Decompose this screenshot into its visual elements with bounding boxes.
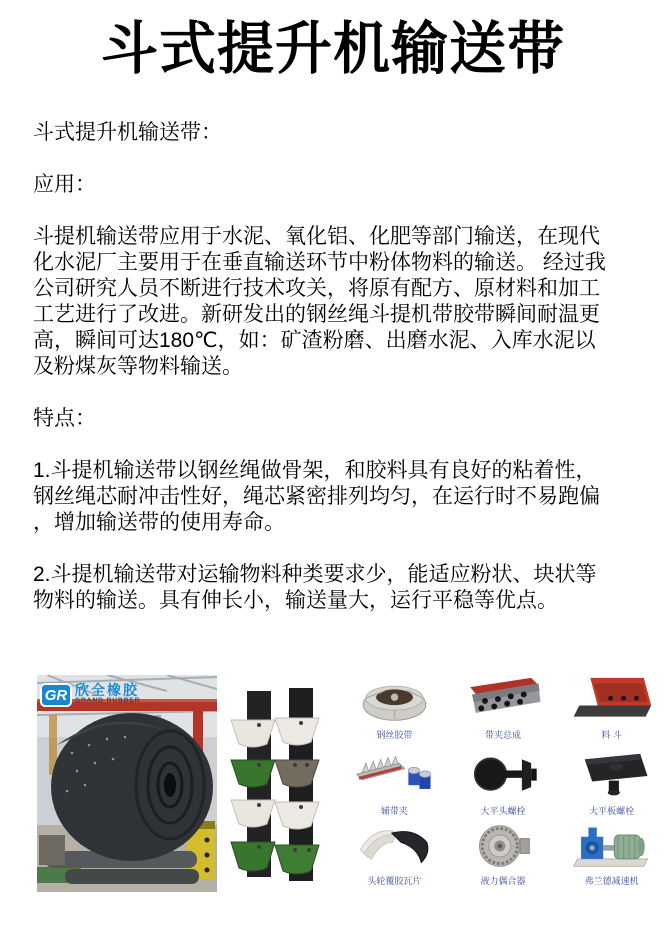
- auxiliary-belt-clamp-image: [353, 752, 436, 800]
- product-label: 辅带夹: [380, 806, 408, 816]
- image-collage: [0, 672, 666, 912]
- product-grid: [340, 676, 666, 902]
- product-label: 带夹总成: [484, 730, 521, 740]
- flat-plate-bolt-image: [570, 752, 653, 800]
- feature-1-paragraph: [33, 458, 639, 536]
- page-title: 斗式提升机输送带: [101, 17, 565, 81]
- head-pulley-rubber-tile-image: [353, 822, 436, 870]
- product-steel-cord-belt[interactable]: [340, 676, 449, 752]
- paragraph-line: 高，瞬间可达180℃，如：矿渣粉磨、出磨水泥、入库水泥以: [33, 329, 596, 352]
- brand-logo: [40, 683, 140, 707]
- paragraph-line: 化水泥厂主要用于在垂直输送环节中粉体物料的输送。 经过我: [33, 251, 606, 274]
- product-head-pulley-rubber-tile[interactable]: [340, 822, 449, 902]
- application-paragraph: [33, 224, 639, 380]
- brand-name-en: GRAND RUBBER: [75, 697, 141, 704]
- paragraph-line: 物料的输送。具有伸长小，输送量大，运行平稳等优点。: [33, 589, 558, 612]
- product-flat-head-bolt[interactable]: [449, 752, 558, 822]
- feature-2-paragraph: [33, 562, 639, 614]
- factory-belt-roll-photo: [37, 675, 217, 892]
- product-label: 弗兰德减速机: [584, 876, 639, 886]
- paragraph-line: 公司研究人员不断进行技术攻关，将原有配方、原材料和加工: [33, 277, 600, 300]
- product-label: 料 斗: [601, 730, 622, 740]
- product-label: 钢丝胶带: [376, 730, 413, 740]
- fluid-coupling-image: [461, 822, 544, 870]
- paragraph-line: 工艺进行了改进。新研发出的钢丝绳斗提机带胶带瞬间耐温更: [33, 303, 600, 326]
- paragraph-line: 2.斗提机输送带对运输物料种类要求少，能适应粉状、块状等: [33, 563, 597, 586]
- application-heading: 应用：: [33, 173, 96, 196]
- product-hopper[interactable]: [557, 676, 666, 752]
- elevator-buckets-photo: [225, 675, 335, 890]
- steel-cord-belt-image: [353, 676, 436, 724]
- gr-logo-icon: GR: [40, 683, 72, 707]
- paragraph-line: ，增加输送带的使用寿命。: [33, 511, 285, 534]
- paragraph-line: 及粉煤灰等物料输送。: [33, 355, 243, 378]
- subtitle: 斗式提升机输送带：: [33, 121, 222, 144]
- product-label: 头轮覆胶瓦片: [367, 876, 422, 886]
- flender-reducer-image: [570, 822, 653, 870]
- product-label: 大平头螺栓: [480, 806, 526, 816]
- product-flat-plate-bolt[interactable]: [557, 752, 666, 822]
- paragraph-line: 钢丝绳芯耐冲击性好，绳芯紧密排列均匀，在运行时不易跑偏: [33, 485, 600, 508]
- document-body: [33, 120, 639, 614]
- paragraph-line: 斗提机输送带应用于水泥、氧化铝、化肥等部门输送，在现代: [33, 225, 600, 248]
- product-label: 大平板螺栓: [589, 806, 635, 816]
- paragraph-line: 1.斗提机输送带以钢丝绳做骨架，和胶料具有良好的粘着性，: [33, 459, 597, 482]
- product-belt-clamp-assembly[interactable]: [449, 676, 558, 752]
- belt-clamp-assembly-image: [461, 676, 544, 724]
- brand-name-cn: 欣全橡胶: [75, 682, 139, 698]
- product-label: 液力偶合器: [480, 876, 526, 886]
- features-heading: 特点：: [33, 407, 96, 430]
- product-flender-reducer[interactable]: [557, 822, 666, 902]
- flat-head-bolt-image: [461, 752, 544, 800]
- product-auxiliary-belt-clamp[interactable]: [340, 752, 449, 822]
- product-fluid-coupling[interactable]: [449, 822, 558, 902]
- factory-belt-roll-image: [37, 675, 217, 892]
- elevator-buckets-image: [225, 675, 335, 890]
- hopper-image: [570, 676, 653, 724]
